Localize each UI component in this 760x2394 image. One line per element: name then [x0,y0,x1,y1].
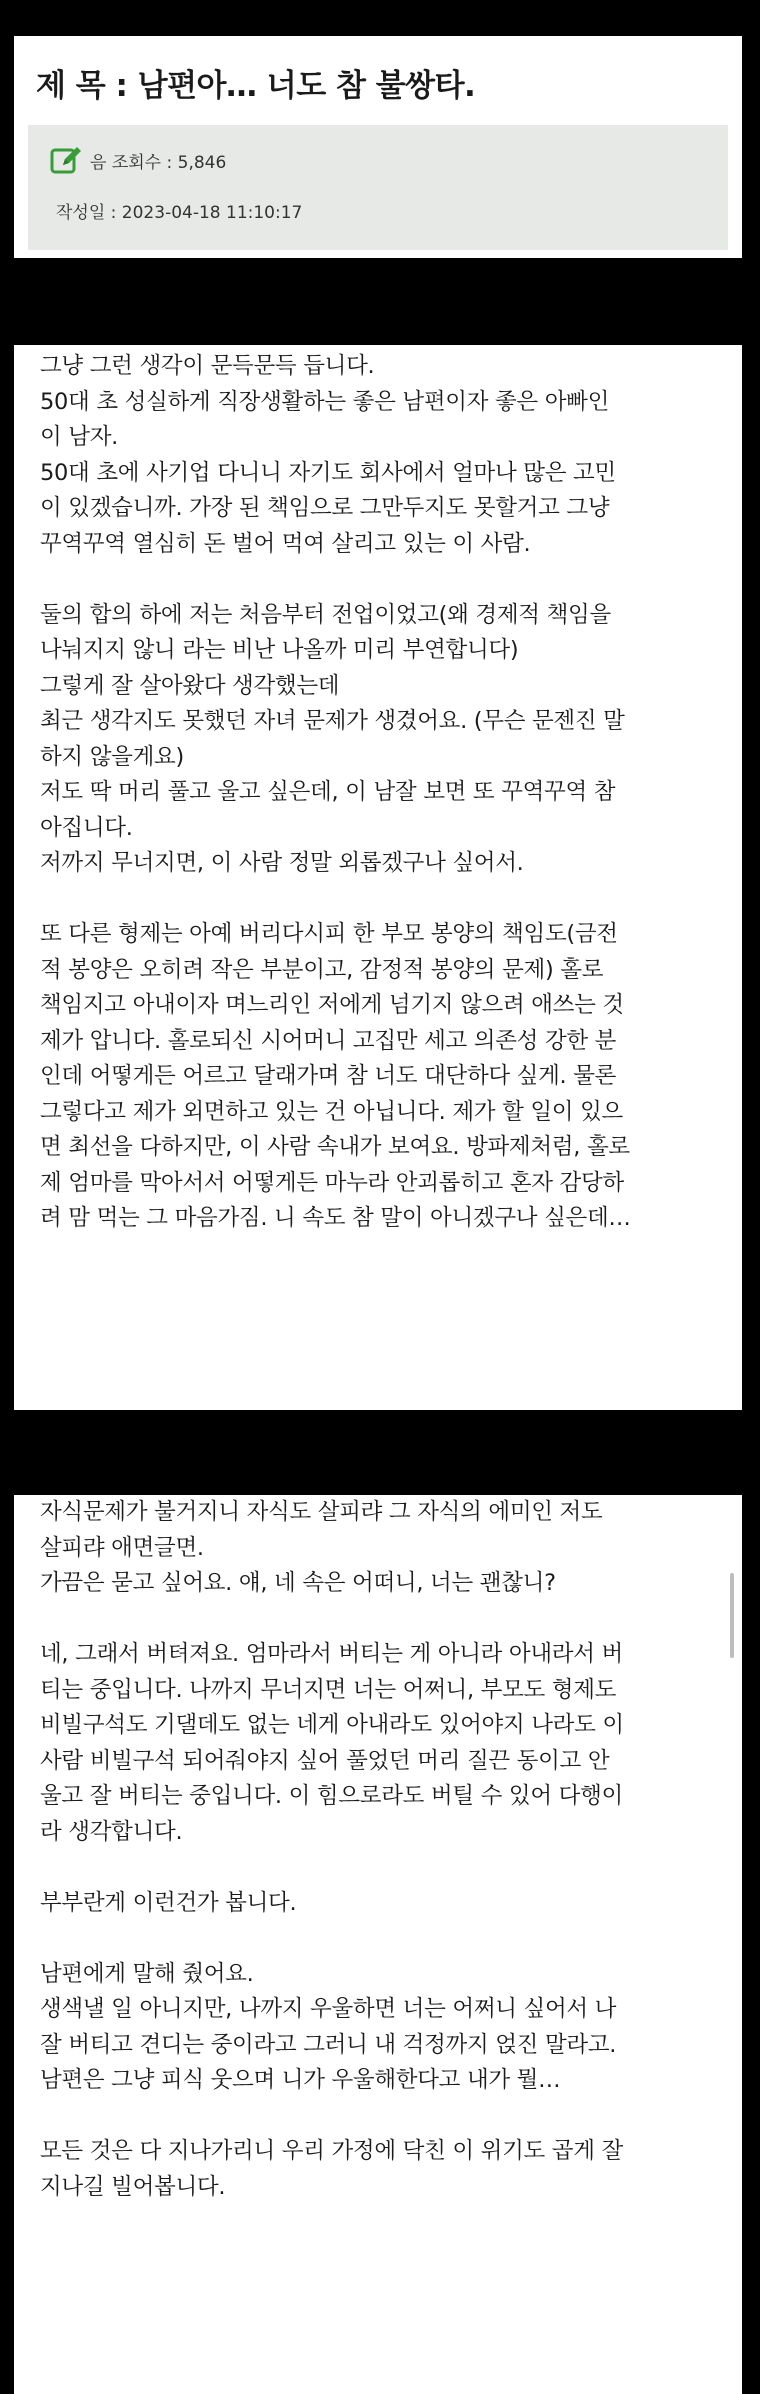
text-line: 그냥 그런 생각이 문득문득 듭니다. [40,353,375,379]
text-line: 그렇다고 제가 외면하고 있는 건 아닙니다. 제가 할 일이 있으 [40,1098,623,1125]
text-line: 나눠지지 않니 라는 비난 나올까 미리 부연합니다) [40,637,519,663]
text-line: 최근 생각지도 못했던 자녀 문제가 생겼어요. (무슨 문젠진 말 [40,708,625,734]
views-row [50,145,728,175]
post-body-part-2 [14,1495,742,2394]
text-line: 적 봉양은 오히려 작은 부분이고, 감정적 봉양의 문제) 홀로 [40,956,604,983]
text-line: 이 남자. [40,424,119,450]
text-line: 50대 초 성실하게 직장생활하는 좋은 남편이자 좋은 아빠인 [40,388,610,415]
text-line: 티는 중입니다. 나까지 무너지면 너는 어쩌니, 부모도 형제도 [40,1676,617,1703]
view-count: 음 조회수 : 5,846 [90,152,227,173]
paragraph-gap [40,2099,724,2135]
text-line: 부부란게 이런건가 봅니다. [40,1889,297,1916]
text-line: 저까지 무너지면, 이 사람 정말 외롭겠구나 싶어서. [40,850,524,876]
text-line: 하지 않을게요) [40,743,184,770]
text-line: 네, 그래서 버텨져요. 엄마라서 버티는 게 아니라 아내라서 버 [40,1641,623,1667]
post-meta [28,125,728,250]
text-line: 비빌구석도 기댈데도 없는 네게 아내라도 있어야지 나라도 이 [40,1712,624,1738]
post-body-part-1 [14,345,742,1410]
scrollbar[interactable] [730,1573,734,1658]
text-line: 이 있겠습니까. 가장 된 책임으로 그만두지도 못할거고 그냥 [40,495,610,521]
text-line: 남편에게 말해 줬어요. [40,1960,254,1987]
text-line: 그렇게 잘 살아왔다 생각했는데 [40,672,340,699]
text-line: 자식문제가 불거지니 자식도 살피랴 그 자식의 에미인 저도 [40,1499,603,1525]
paragraph-gap [40,1602,724,1638]
paragraph-gap [40,1921,724,1957]
text-line: 둘의 합의 하에 저는 처음부터 전업이었고(왜 경제적 책임을 [40,601,611,628]
text-line: 인데 어떻게든 어르고 달래가며 참 너도 대단하다 싶게. 물론 [40,1063,617,1089]
text-line: 꾸역꾸역 열심히 돈 벌어 먹여 살리고 있는 이 사람. [40,530,531,557]
text-line: 라 생각합니다. [40,1818,183,1845]
post-title: 제 목 : 남편아… 너도 참 불쌍타. [36,68,476,104]
text-line: 면 최선을 다하지만, 이 사람 속내가 보여요. 방파제처럼, 홀로 [40,1134,630,1160]
text-line: 살피랴 애면글면. [40,1534,204,1561]
text-line: 남편은 그냥 피식 웃으며 니가 우울해한다고 내가 뭘… [40,2067,561,2093]
text-line: 울고 잘 버티는 중입니다. 이 힘으로라도 버틸 수 있어 다행이 [40,1783,623,1809]
text-line: 또 다른 형제는 아예 버리다시피 한 부모 봉양의 책임도(금전 [40,921,618,947]
text-line: 가끔은 묻고 싶어요. 얘, 네 속은 어떠니, 너는 괜찮니? [40,1570,556,1596]
paragraph-gap [40,562,724,598]
text-line: 려 맘 먹는 그 마음가짐. 니 속도 참 말이 아니겠구나 싶은데… [40,1205,631,1231]
text-line: 제 엄마를 막아서서 어떻게든 마누라 안괴롭히고 혼자 감당하 [40,1169,624,1196]
text-line: 아집니다. [40,814,133,841]
text-line: 모든 것은 다 지나가리니 우리 가정에 닥친 이 위기도 곱게 잘 [40,2138,623,2164]
post-header [14,36,742,258]
edit-icon [50,145,82,175]
text-line: 사람 비빌구석 되어줘야지 싶어 풀었던 머리 질끈 동이고 안 [40,1747,610,1774]
paragraph-gap [40,882,724,918]
text-line: 지나길 빌어봅니다. [40,2173,226,2200]
text-line: 잘 버티고 견디는 중이라고 그러니 내 걱정까지 얹진 말라고. [40,2031,617,2058]
text-line: 50대 초에 사기업 다니니 자기도 회사에서 얼마나 많은 고민 [40,459,616,486]
text-line: 저도 딱 머리 풀고 울고 싶은데, 이 남잘 보면 또 꾸역꾸역 참 [40,779,616,805]
text-line: 제가 압니다. 홀로되신 시어머니 고집만 세고 의존성 강한 분 [40,1027,617,1054]
text-line: 책임지고 아내이자 며느리인 저에게 넘기지 않으려 애쓰는 것 [40,992,624,1018]
post-date: 작성일 : 2023-04-18 11:10:17 [56,202,303,223]
paragraph-gap [40,1850,724,1886]
date-row [50,195,728,225]
text-line: 생색낼 일 아니지만, 나까지 우울하면 너는 어쩌니 싶어서 나 [40,1996,617,2022]
